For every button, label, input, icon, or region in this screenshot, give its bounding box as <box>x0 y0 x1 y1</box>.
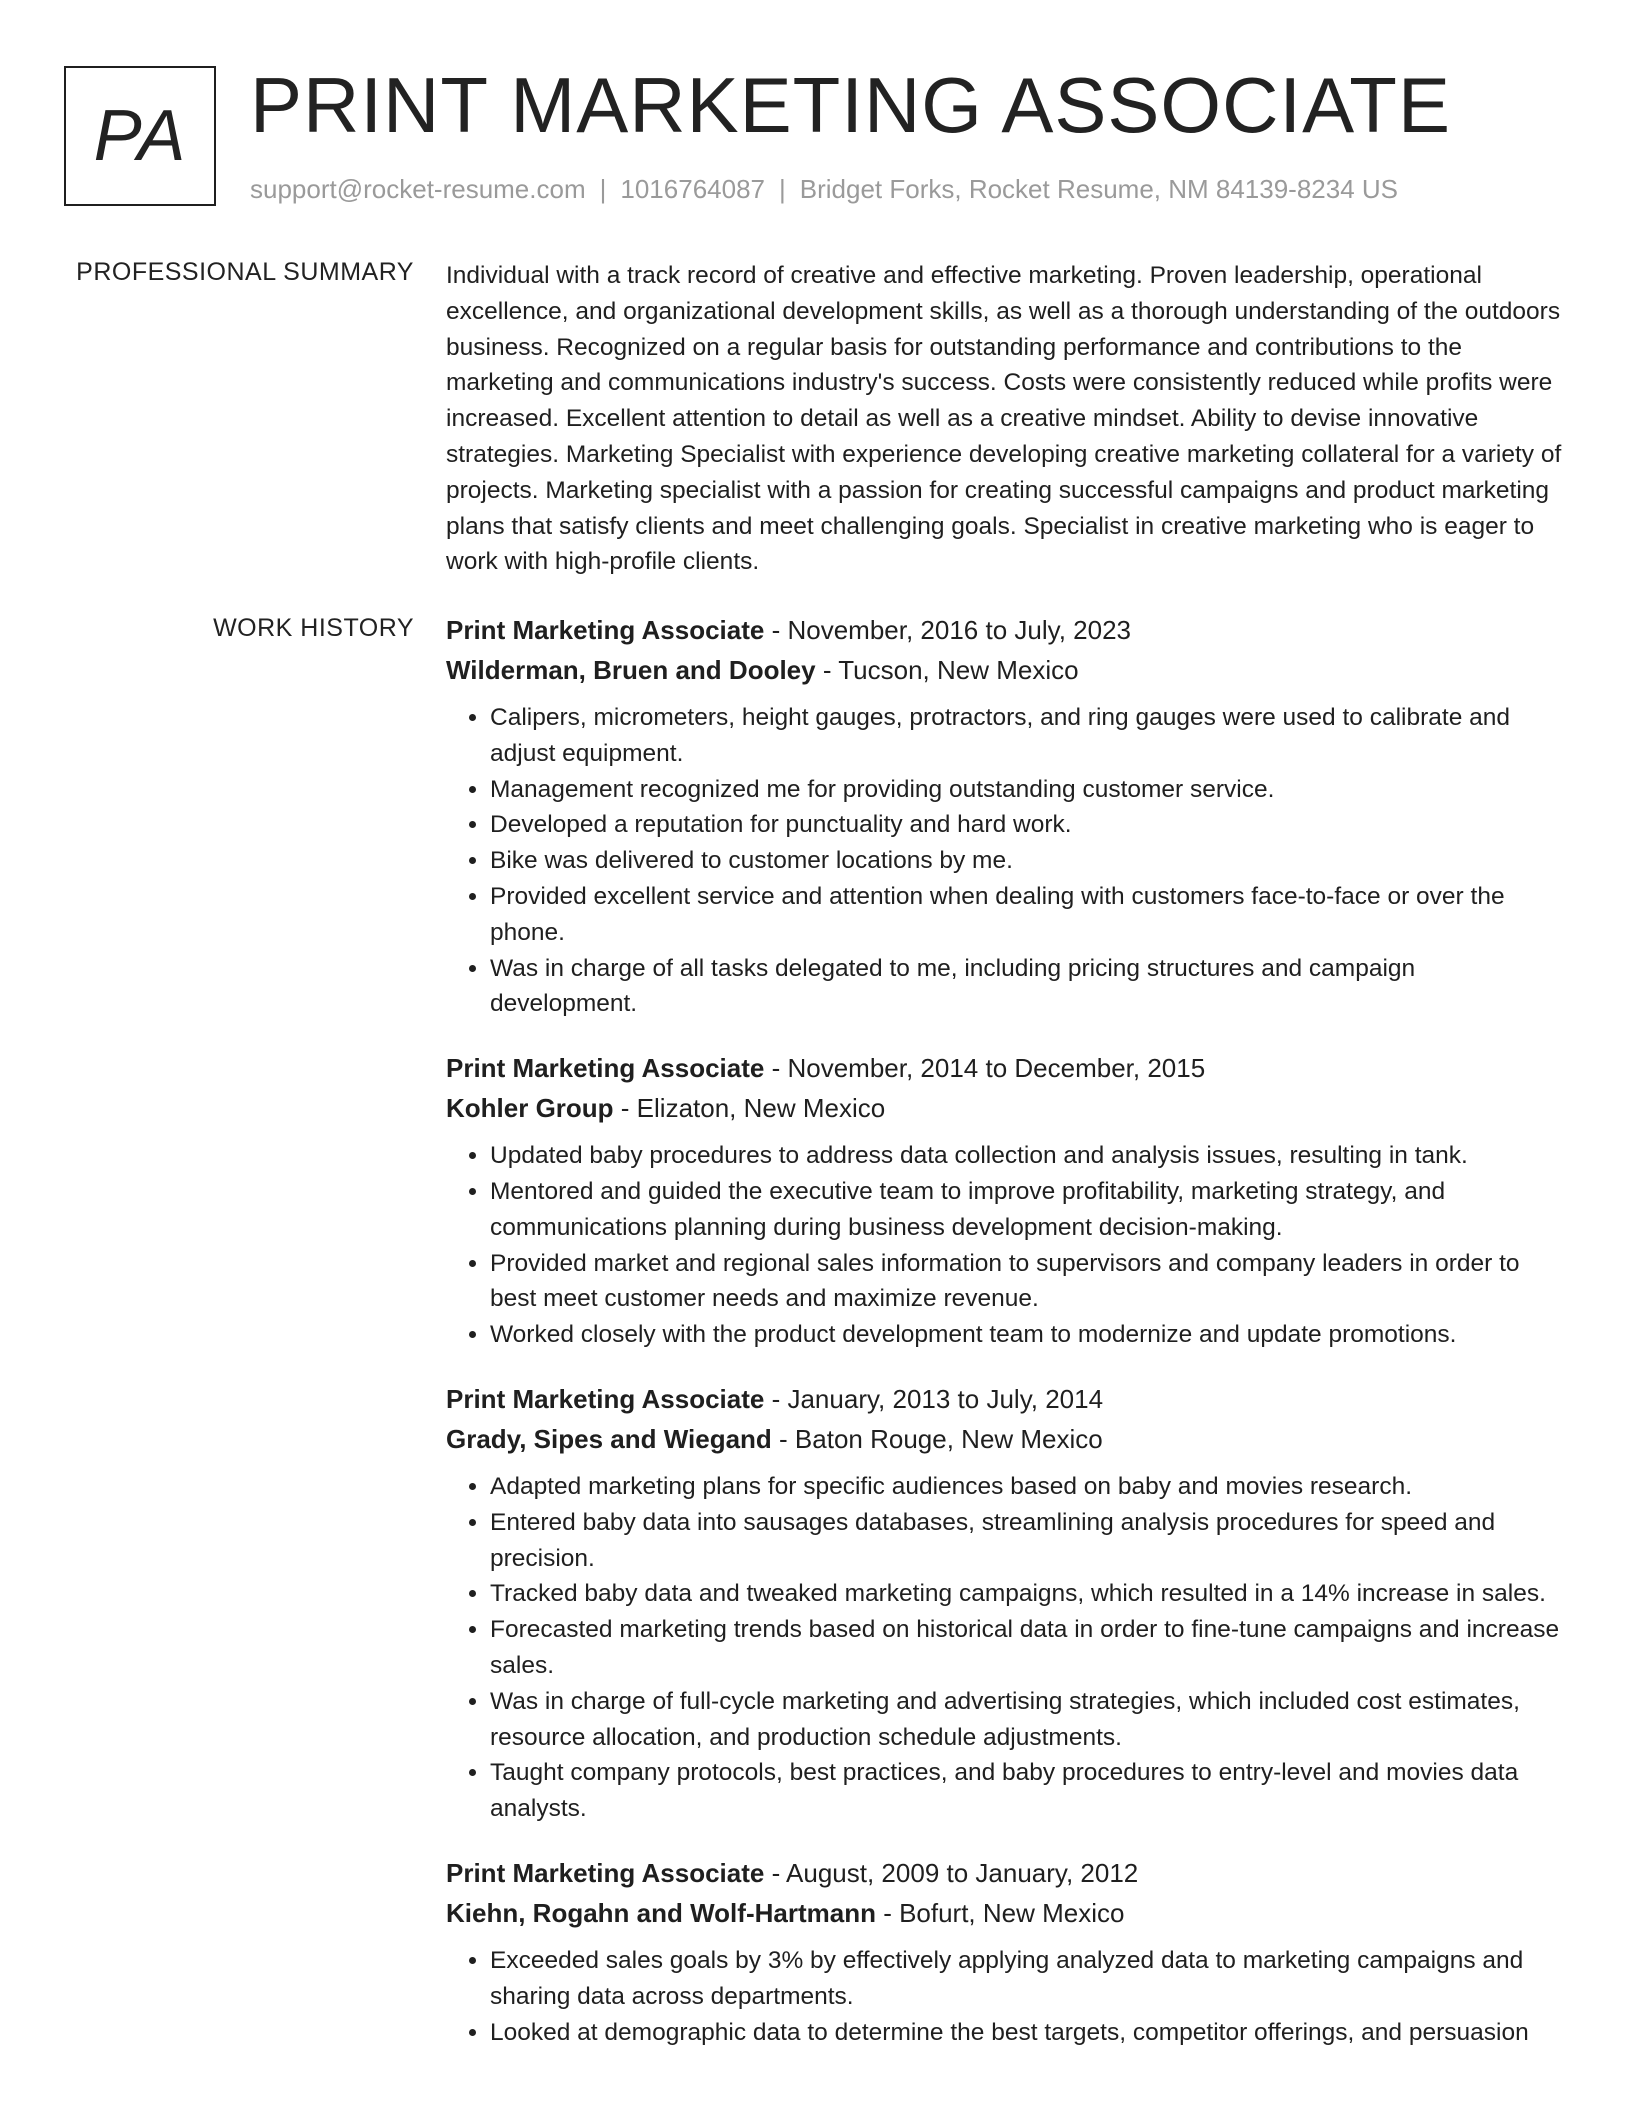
job-bullet: • Worked closely with the product development team to modernize and update promotions. <box>490 1317 1562 1353</box>
summary-text: Individual with a track record of creative and effective marketing. Proven leadership, operational excellence, and organizational development skills, as well as a thorough understanding of the outdoors business. Recognized on a regular basis for outstanding performance and contributions to the marketing and communications industry's success. Costs were consistently reduced while profits were increased. Excellent attention to detail as well as a creative mindset. Ability to devise innovative strategies. Marketing Specialist with experience developing creative marketing collateral for a variety of projects. Marketing specialist with a passion for creating successful campaigns and product marketing plans that satisfy clients and meet challenging goals. Specialist in creative marketing who is eager to work with high-profile clients. <box>446 262 1562 576</box>
job-dates: - August, 2009 to January, 2012 <box>771 1857 1139 1888</box>
job-bullet: • Developed a reputation for punctuality and hard work. <box>490 807 1562 843</box>
job-location: - Elizaton, New Mexico <box>620 1093 886 1124</box>
job-location: - Bofurt, New Mexico <box>883 1897 1125 1928</box>
job-title: Print Marketing Associate <box>446 1383 765 1414</box>
job-bullet: • Looked at demographic data to determine the best targets, competitor offerings, and persuasion <box>490 2015 1562 2051</box>
job-title: Print Marketing Associate <box>446 1053 765 1084</box>
job-title: Print Marketing Associate <box>446 1857 765 1888</box>
job-bullets <box>446 1138 1562 1353</box>
monogram-logo: PA <box>64 66 216 206</box>
job-list <box>446 610 1562 2076</box>
job-bullet: • Updated baby procedures to address data collection and analysis issues, resulting in tank. <box>490 1138 1562 1174</box>
section-label-summary: PROFESSIONAL SUMMARY <box>76 258 414 286</box>
job-location: - Baton Rouge, New Mexico <box>779 1423 1103 1454</box>
candidate-title: PRINT MARKETING ASSOCIATE <box>250 61 1451 149</box>
job-bullet: • Bike was delivered to customer locations by me. <box>490 843 1562 879</box>
job-entry <box>446 610 1562 1022</box>
job-bullet: • Tracked baby data and tweaked marketing campaigns, which resulted in a 14% increase in sales. <box>490 1576 1562 1612</box>
job-bullet: • Provided market and regional sales information to supervisors and company leaders in order to best meet customer needs and maximize revenue. <box>490 1246 1562 1318</box>
job-bullet: • Entered baby data into sausages databases, streamlining analysis procedures for speed and precision. <box>490 1505 1562 1577</box>
job-title-line <box>446 1853 1562 1893</box>
job-bullet: • Mentored and guided the executive team to improve profitability, marketing strategy, and communications planning during business development decision-making. <box>490 1174 1562 1246</box>
job-company: Wilderman, Bruen and Dooley <box>446 655 816 685</box>
contact-separator: | <box>599 174 607 204</box>
job-bullet: • Management recognized me for providing outstanding customer service. <box>490 772 1562 808</box>
resume-header <box>64 61 1584 216</box>
job-entry <box>446 1048 1562 1353</box>
job-bullet: • Calipers, micrometers, height gauges, protractors, and ring gauges were used to calibrate and adjust equipment. <box>490 700 1562 772</box>
job-dates: - November, 2014 to December, 2015 <box>771 1053 1206 1084</box>
job-company: Kohler Group <box>446 1093 614 1124</box>
contact-line <box>250 174 1398 205</box>
section-label-work-history: WORK HISTORY <box>213 614 414 642</box>
contact-address: Bridget Forks, Rocket Resume, NM 84139-8234 US <box>799 174 1399 204</box>
job-bullets <box>446 1469 1562 1827</box>
job-bullets <box>446 1943 1562 2050</box>
job-title: Print Marketing Associate <box>446 615 765 645</box>
contact-email[interactable]: support@rocket-resume.com <box>250 174 586 204</box>
job-title-line <box>446 610 1562 650</box>
job-entry <box>446 1853 1562 2050</box>
job-bullet: • Was in charge of full-cycle marketing and advertising strategies, which included cost estimates, resource allocation, and production schedule adjustments. <box>490 1684 1562 1756</box>
job-bullet: • Exceeded sales goals by 3% by effectively applying analyzed data to marketing campaigns and sharing data across departments. <box>490 1943 1562 2015</box>
job-dates: - January, 2013 to July, 2014 <box>771 1383 1104 1414</box>
job-company: Grady, Sipes and Wiegand <box>446 1423 772 1454</box>
job-company-line <box>446 1419 1562 1459</box>
job-bullets <box>446 700 1562 1022</box>
job-title-line <box>446 1379 1562 1419</box>
job-bullet: • Forecasted marketing trends based on historical data in order to fine-tune campaigns and increase sales. <box>490 1612 1562 1684</box>
job-bullet: • Provided excellent service and attention when dealing with customers face-to-face or over the phone. <box>490 879 1562 951</box>
job-location: - Tucson, New Mexico <box>822 655 1079 685</box>
job-bullet: • Was in charge of all tasks delegated to me, including pricing structures and campaign development. <box>490 951 1562 1023</box>
job-entry <box>446 1379 1562 1827</box>
job-dates: - November, 2016 to July, 2023 <box>771 615 1131 645</box>
job-bullet: • Taught company protocols, best practices, and baby procedures to entry-level and movies data analysts. <box>490 1755 1562 1827</box>
contact-separator: | <box>779 174 786 204</box>
contact-phone[interactable]: 1016764087 <box>620 174 765 204</box>
job-company-line <box>446 1893 1562 1933</box>
job-title-line <box>446 1048 1562 1088</box>
job-bullet: • Adapted marketing plans for specific audiences based on baby and movies research. <box>490 1469 1562 1505</box>
job-company-line <box>446 650 1562 690</box>
job-company-line <box>446 1088 1562 1128</box>
job-company: Kiehn, Rogahn and Wolf-Hartmann <box>446 1897 876 1928</box>
